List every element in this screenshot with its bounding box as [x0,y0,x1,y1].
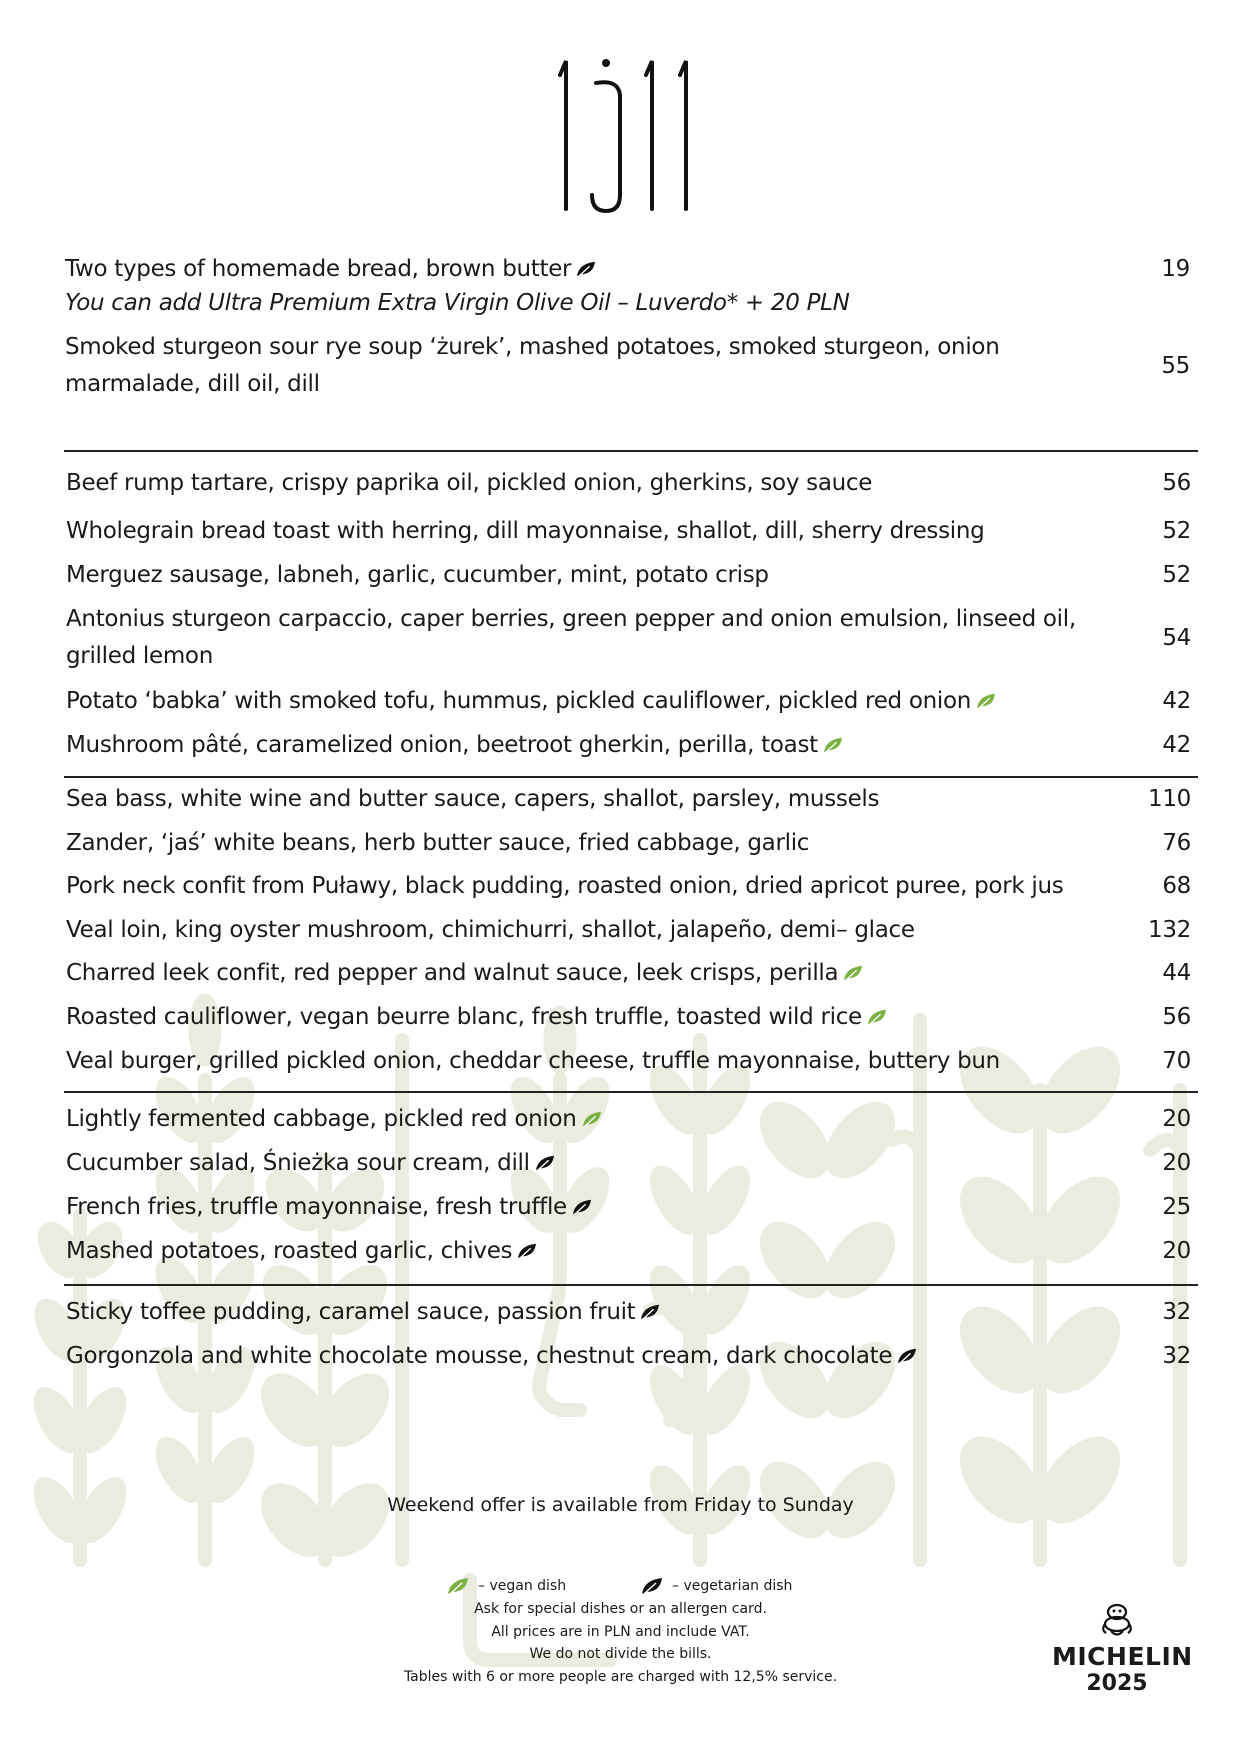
menu-item-price: 20 [1162,1150,1191,1176]
legend-vegan-label: – vegan dish [478,1578,567,1594]
menu-item [66,601,1191,675]
menu-item-price: 52 [1162,518,1191,544]
menu-item-price: 20 [1162,1106,1191,1132]
menu-item-name: Lightly fermented cabbage, pickled red onion [66,1101,1106,1138]
menu-item-name: Veal burger, grilled pickled onion, cheddar cheese, truffle mayonnaise, buttery bun [66,1048,1000,1074]
menu-item-name: Beef rump tartare, crispy paprika oil, pickled onion, gherkins, soy sauce [66,470,873,496]
section-divider [64,1284,1198,1286]
legend-vegetarian [640,1576,792,1596]
menu-item-name: Zander, ‘jaś’ white beans, herb butter sauce, fried cabbage, garlic [66,830,810,856]
menu-item [65,329,1190,403]
vegetarian-leaf-icon [896,1347,918,1365]
menu-item [65,251,1190,288]
menu-item [66,465,1191,502]
section-divider [64,450,1198,452]
vegetarian-leaf-icon [575,260,597,278]
weekend-offer-note: Weekend offer is available from Friday to Sunday [387,1494,854,1516]
vegetarian-leaf-icon [571,1198,593,1216]
menu-item [66,513,1191,550]
section-divider [64,776,1198,778]
menu-item-name: Two types of homemade bread, brown butter [65,251,1105,288]
legend-vegan [446,1576,566,1596]
vegan-leaf-icon [446,1576,470,1596]
menu-item-name: Wholegrain bread toast with herring, dill mayonnaise, shallot, dill, sherry dressing [66,518,985,544]
menu-item [66,955,1191,992]
menu-item-name: Smoked sturgeon sour rye soup ‘żurek’, mashed potatoes, smoked sturgeon, onion marmalade, dill oil, dill [65,334,1000,397]
menu-item [66,999,1191,1036]
menu-item [66,1043,1191,1080]
menu-item [66,825,1191,862]
menu-item [66,912,1191,949]
menu-item-price: 70 [1162,1048,1191,1074]
legend-vegetarian-label: – vegetarian dish [672,1578,793,1594]
section-divider [64,1091,1198,1093]
menu-item-name: Mushroom pâté, caramelized onion, beetroot gherkin, perilla, toast [66,727,1106,764]
vegetarian-leaf-icon [516,1242,538,1260]
menu-item-name: Roasted cauliflower, vegan beurre blanc, fresh truffle, toasted wild rice [66,999,1106,1036]
menu-item-name: Merguez sausage, labneh, garlic, cucumber, mint, potato crisp [66,562,769,588]
menu-item-price: 20 [1162,1238,1191,1264]
menu-item [66,1101,1191,1138]
menu-item [66,557,1191,594]
menu-item-name: Potato ‘babka’ with smoked tofu, hummus, pickled cauliflower, pickled red onion [66,683,1106,720]
menu-item-name: Charred leek confit, red pepper and walnut sauce, leek crisps, perilla [66,955,1106,992]
menu-item-price: 42 [1162,732,1191,758]
vegan-leaf-icon [842,964,864,982]
menu-item-price: 56 [1162,1004,1191,1030]
menu-item-name: Veal loin, king oyster mushroom, chimichurri, shallot, jalapeño, demi– glace [66,917,915,943]
menu-item-name: Pork neck confit from Puławy, black pudding, roasted onion, dried apricot puree, pork jus [66,873,1064,899]
house-rule-line: We do not divide the bills. [529,1646,712,1662]
menu-item-name: Antonius sturgeon carpaccio, caper berries, green pepper and onion emulsion, linseed oil, grilled lemon [66,606,1076,669]
menu-item [66,683,1191,720]
menu-item [66,781,1191,818]
menu-item-price: 32 [1162,1343,1191,1369]
restaurant-logo [548,55,698,215]
menu-item-price: 132 [1148,917,1191,943]
menu-item-price: 54 [1162,624,1191,651]
house-rule-line: All prices are in PLN and include VAT. [491,1623,750,1640]
house-rule-line: Ask for special dishes or an allergen card. [474,1601,767,1617]
menu-item-name: French fries, truffle mayonnaise, fresh truffle [66,1189,1106,1226]
logo-1911-graphic [548,55,698,215]
michelin-man-icon [1097,1600,1137,1640]
michelin-year: 2025 [1086,1671,1148,1696]
michelin-wordmark: MICHELIN [1052,1642,1193,1671]
menu-item-name: Sea bass, white wine and butter sauce, capers, shallot, parsley, mussels [66,786,880,812]
house-rule-line: Tables with 6 or more people are charged with 12,5% service. [403,1668,838,1685]
menu-item [66,1189,1191,1226]
vegan-leaf-icon [975,692,997,710]
menu-item-price: 52 [1162,562,1191,588]
michelin-badge [1052,1600,1193,1696]
menu-item-price: 55 [1161,352,1190,379]
menu-item-price: 76 [1162,830,1191,856]
menu-item-price: 25 [1162,1194,1191,1220]
vegetarian-leaf-icon [639,1303,661,1321]
vegetarian-leaf-icon [534,1154,556,1172]
menu-item [66,1145,1191,1182]
vegan-leaf-icon [866,1008,888,1026]
menu-item-price: 42 [1162,688,1191,714]
vegetarian-leaf-icon [640,1576,664,1596]
menu-item-price: 56 [1162,470,1191,496]
menu-item-price: 68 [1162,873,1191,899]
menu-item [66,1338,1191,1375]
menu-item-price: 44 [1162,960,1191,986]
menu-item-name: Cucumber salad, Śnieżka sour cream, dill [66,1145,1106,1182]
menu-item-name: Gorgonzola and white chocolate mousse, chestnut cream, dark chocolate [66,1338,1106,1375]
vegan-leaf-icon [822,736,844,754]
menu-item-name: Mashed potatoes, roasted garlic, chives [66,1233,1106,1270]
menu-item-price: 19 [1161,256,1190,282]
menu-item [66,1294,1191,1331]
olive-oil-add-on-note: You can add Ultra Premium Extra Virgin Olive Oil – Luverdo* + 20 PLN [65,290,850,316]
vegan-leaf-icon [581,1110,603,1128]
menu-item [66,868,1191,905]
menu-item [66,1233,1191,1270]
menu-item [66,727,1191,764]
menu-item-price: 110 [1148,786,1191,812]
menu-item-price: 32 [1162,1299,1191,1325]
menu-item-name: Sticky toffee pudding, caramel sauce, passion fruit [66,1294,1106,1331]
